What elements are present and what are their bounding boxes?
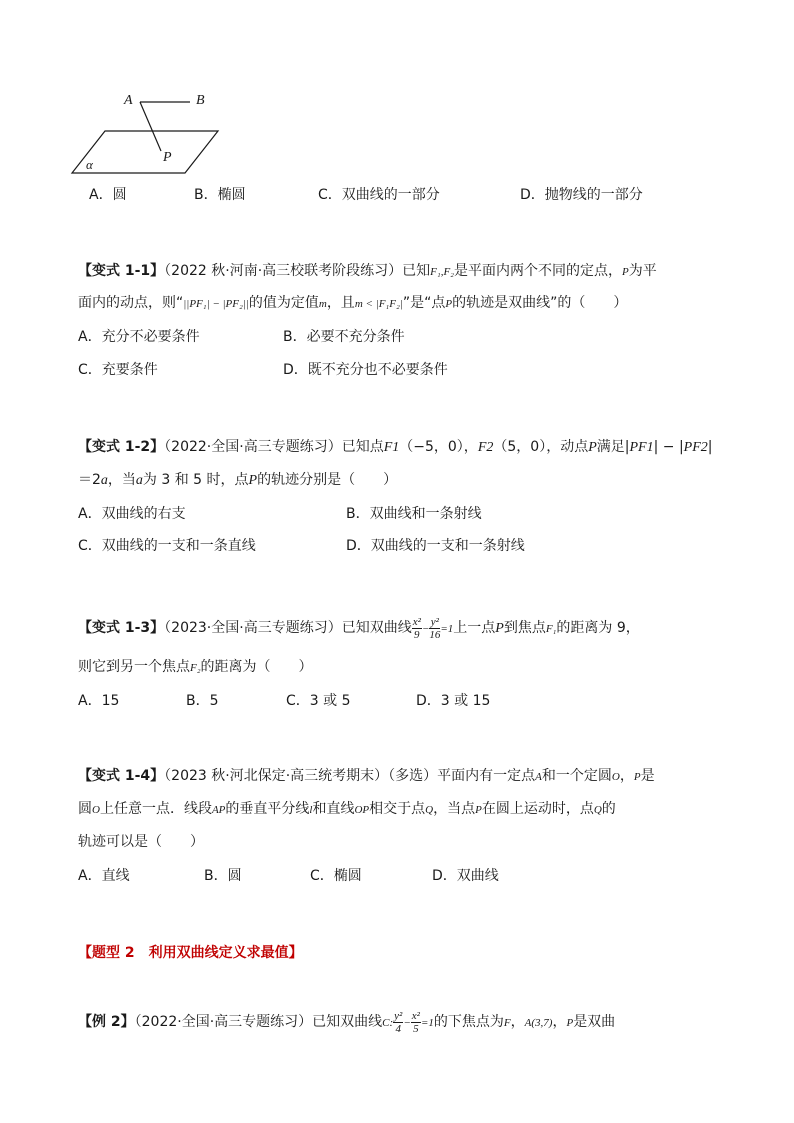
- numerator: y²: [430, 615, 439, 628]
- math-l: l: [309, 804, 313, 816]
- text: ，: [510, 1014, 525, 1030]
- option-a[interactable]: A．充分不必要条件: [78, 329, 200, 345]
- text: 已知点: [341, 439, 384, 455]
- text: ，且: [326, 295, 355, 311]
- text: 的下焦点为: [433, 1014, 504, 1030]
- variant-1-4-line3: [78, 831, 204, 851]
- text: 上任意一点．线段: [99, 801, 212, 817]
- math-p: P: [475, 804, 482, 816]
- source: （2023 秋·河北保定·高三统考期末）（多选）: [164, 768, 438, 784]
- math-f2: F₂: [190, 662, 201, 674]
- math-f1f2: F₁,F₂: [430, 266, 454, 278]
- text: ，: [552, 1014, 567, 1030]
- text: 已知双曲线: [341, 620, 412, 636]
- math-o: O: [611, 771, 620, 783]
- option-b[interactable]: B．双曲线和一条射线: [346, 506, 482, 522]
- source: （2022 秋·河南·高三校联考阶段练习）: [164, 263, 403, 279]
- text: ＝2: [78, 472, 101, 488]
- text: 则它到另一个焦点: [78, 659, 190, 675]
- text: ”是“点: [402, 295, 446, 311]
- option-a[interactable]: A．直线: [78, 868, 130, 884]
- text: ，当: [107, 472, 136, 488]
- math-f2: F2: [477, 440, 494, 455]
- label-p: P: [163, 150, 172, 165]
- example-tag: 【例 2】: [78, 1014, 135, 1030]
- text: 已知双曲线: [312, 1014, 383, 1030]
- math-a: a: [135, 473, 143, 488]
- option-c[interactable]: C．椭圆: [310, 868, 362, 884]
- source: （2023·全国·高三专题练习）: [164, 620, 342, 636]
- text: 的距离为 9，: [556, 620, 640, 636]
- variant-tag: 【变式 1-2】: [78, 439, 165, 455]
- option-d[interactable]: D．双曲线: [432, 868, 499, 884]
- math-p: P: [622, 266, 629, 278]
- text: 平面内有一定点: [437, 768, 536, 784]
- denominator: 9: [414, 628, 420, 641]
- math-c: C: [382, 1017, 390, 1029]
- math-ap: AP: [211, 804, 226, 816]
- variant-1-3-line1: [78, 608, 640, 648]
- math-p: P: [588, 440, 597, 455]
- option-a[interactable]: A．圆: [89, 187, 127, 203]
- math-eq: =1: [440, 623, 454, 635]
- math-p: P: [566, 1017, 574, 1029]
- math-pf1: PF1: [629, 440, 654, 455]
- math-point-a: A(3,7): [524, 1017, 553, 1029]
- option-b[interactable]: B．5: [186, 693, 219, 709]
- variant-tag: 【变式 1-3】: [78, 620, 165, 636]
- text: 满足|: [596, 439, 630, 455]
- text: 到焦点: [503, 620, 546, 636]
- math-p: P: [248, 473, 258, 488]
- denominator: 16: [429, 628, 441, 641]
- math-o: O: [92, 804, 100, 816]
- option-c[interactable]: C．双曲线的一支和一条直线: [78, 538, 256, 554]
- label-a: A: [124, 93, 133, 108]
- text: 和一个定圆: [541, 768, 612, 784]
- math-q: Q: [593, 804, 602, 816]
- option-b[interactable]: B．必要不充分条件: [283, 329, 405, 345]
- variant-tag: 【变式 1-4】: [78, 768, 165, 784]
- option-d[interactable]: D．3 或 15: [416, 693, 491, 709]
- text: 上一点: [453, 620, 496, 636]
- label-b: B: [196, 93, 205, 108]
- denominator: 4: [395, 1022, 402, 1035]
- math-p: P: [495, 621, 504, 636]
- math-f: F: [503, 1017, 511, 1029]
- math-minus: −: [421, 623, 430, 635]
- variant-1-4-line2: [78, 798, 616, 818]
- variant-1-3-line2: [78, 656, 313, 676]
- numerator: x²: [412, 615, 421, 628]
- plane-alpha: [72, 131, 218, 173]
- math-pf2: PF2: [683, 440, 708, 455]
- variant-1-1-line1: [78, 260, 657, 280]
- text: |: [707, 439, 713, 455]
- text: 是: [640, 768, 655, 784]
- math-op: OP: [354, 804, 370, 816]
- text: 圆: [78, 801, 92, 817]
- label-alpha: α: [86, 157, 93, 172]
- text: | − |: [653, 439, 684, 455]
- math-colon: :: [389, 1017, 394, 1029]
- math-p: P: [633, 771, 641, 783]
- option-b[interactable]: B．椭圆: [194, 187, 246, 203]
- text: （5，0），动点: [493, 439, 589, 455]
- source: （2022·全国·高三专题练习）: [164, 439, 342, 455]
- text: 的值为定值: [248, 295, 319, 311]
- text: ，: [619, 768, 634, 784]
- text: （−5，0），: [399, 439, 478, 455]
- section-heading: 【题型 2 利用双曲线定义求最值】: [78, 945, 303, 961]
- text: 和直线: [312, 801, 355, 817]
- variant-1-2-line1: [78, 436, 713, 456]
- segment-ap: [140, 102, 161, 151]
- option-d[interactable]: D．抛物线的一部分: [520, 187, 643, 203]
- text: 轨迹可以是（ ）: [78, 834, 204, 850]
- math-m: m: [318, 298, 327, 310]
- math-a: A: [535, 771, 542, 783]
- variant-1-4-line1: [78, 765, 655, 785]
- text: 在圆上运动时，点: [481, 801, 594, 817]
- text: 是双曲: [573, 1014, 616, 1030]
- text: 已知: [402, 263, 431, 279]
- math-abs: ||PF₁| − |PF₂||: [183, 298, 249, 310]
- text: ，当点: [433, 801, 476, 817]
- fraction-y2-4: [393, 1010, 403, 1035]
- math-f1: F₁: [545, 623, 557, 635]
- math-f1: F1: [383, 440, 400, 455]
- option-c[interactable]: C．充要条件: [78, 362, 158, 378]
- example-2-line1: [78, 1002, 615, 1042]
- text: 面内的动点，则“: [78, 295, 184, 311]
- text: 相交于点: [369, 801, 426, 817]
- option-b[interactable]: B．圆: [204, 868, 242, 884]
- fraction-x2-9: [412, 616, 422, 641]
- text: 的轨迹是双曲线”的（ ）: [452, 295, 628, 311]
- option-c[interactable]: C．3 或 5: [286, 693, 351, 709]
- option-a[interactable]: A．15: [78, 693, 120, 709]
- text: 的距离为（ ）: [200, 659, 313, 675]
- fraction-y2-16: [429, 616, 440, 641]
- fraction-x2-5: [411, 1010, 421, 1035]
- variant-tag: 【变式 1-1】: [78, 263, 165, 279]
- math-minus: −: [403, 1017, 411, 1029]
- math-p: P: [445, 298, 453, 310]
- math-q: Q: [425, 804, 434, 816]
- text: 为 3 和 5 时，点: [142, 472, 249, 488]
- text: 是平面内两个不同的定点，: [454, 263, 622, 279]
- option-a[interactable]: A．双曲线的右支: [78, 506, 186, 522]
- text: 的轨迹分别是（ ）: [257, 472, 398, 488]
- option-d[interactable]: D．双曲线的一支和一条射线: [346, 538, 525, 554]
- text: 的: [601, 801, 616, 817]
- denominator: 5: [413, 1022, 419, 1035]
- variant-1-2-line2: [78, 469, 397, 489]
- option-c[interactable]: C．双曲线的一部分: [318, 187, 440, 203]
- math-cond: m < |F₁F₂|: [354, 298, 403, 310]
- text: 的垂直平分线: [225, 801, 310, 817]
- math-a: a: [100, 473, 108, 488]
- numerator: x²: [411, 1009, 420, 1022]
- variant-1-1-line2: [78, 292, 627, 312]
- source: （2022·全国·高三专题练习）: [134, 1014, 313, 1030]
- math-eq: =1: [420, 1017, 434, 1029]
- text: 为平: [628, 263, 657, 279]
- numerator: y²: [394, 1009, 403, 1022]
- option-d[interactable]: D．既不充分也不必要条件: [283, 362, 448, 378]
